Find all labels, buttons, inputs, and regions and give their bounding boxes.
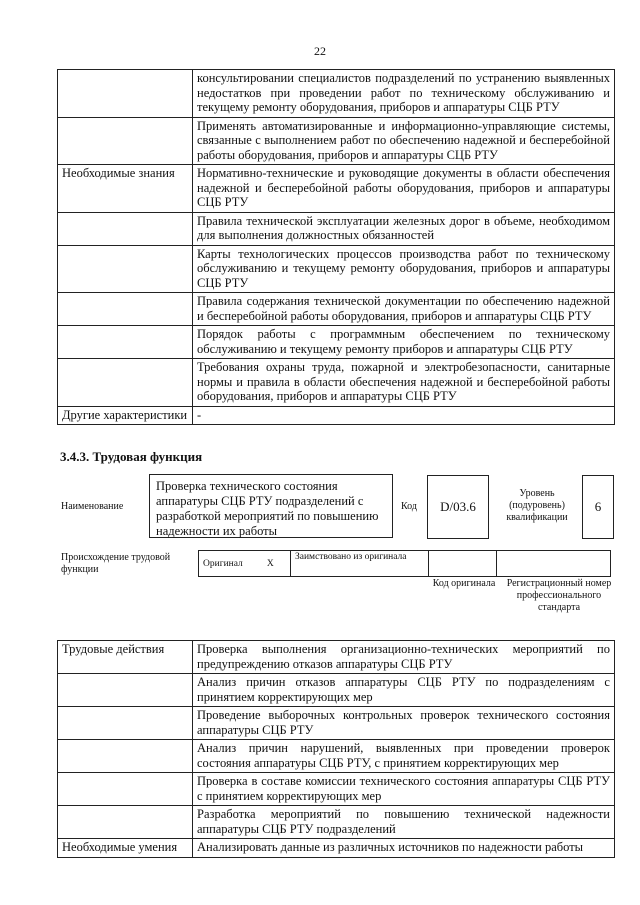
- table-row: [58, 740, 615, 773]
- section-title: 3.4.3. Трудовая функция: [60, 449, 203, 464]
- table-knowledge: [57, 69, 615, 425]
- original-mark: X: [251, 551, 291, 577]
- row-text: -: [193, 406, 615, 425]
- row-text: Анализ причин отказов аппаратуры СЦБ РТУ по подразделениям с принятием корректирующих мер: [193, 674, 615, 707]
- row-label: [58, 245, 193, 293]
- row-text: Порядок работы с программным обеспечением по техническому обслуживанию и текущему ремонту приборов и аппаратуры СЦБ РТУ: [193, 326, 615, 359]
- reg-number-cell: [497, 551, 611, 577]
- table-row: [58, 674, 615, 707]
- table-row: [58, 406, 615, 425]
- table-row: [58, 245, 615, 293]
- row-label: [58, 326, 193, 359]
- row-text: Правила технической эксплуатации железных дорог в объеме, необходимом для выполнения должностных обязанностей: [193, 212, 615, 245]
- table-row: [58, 212, 615, 245]
- original-code-cell: [429, 551, 497, 577]
- table-actions: [57, 640, 615, 858]
- row-label: [58, 117, 193, 165]
- table-row: [58, 165, 615, 213]
- row-text: Правила содержания технической документации по обеспечению надежной и бесперебойной работы оборудования, приборов и аппаратуры СЦБ РТУ: [193, 293, 615, 326]
- function-name-box: Проверка технического состояния аппаратуры СЦБ РТУ подразделений с разработкой мероприятий по повышению надежности их работы: [149, 474, 393, 538]
- original-code-caption: Код оригинала: [432, 578, 496, 589]
- row-label: [58, 674, 193, 707]
- origin-table: [198, 550, 611, 577]
- level-label: Уровень (подуровень) квалификации: [506, 488, 568, 523]
- table-row: [58, 359, 615, 407]
- table-row: [58, 839, 615, 858]
- table-row: [58, 117, 615, 165]
- name-label: Наименование: [61, 501, 124, 512]
- reg-number-caption: Регистрационный номер профессионального стандарта: [506, 578, 612, 613]
- row-text: Нормативно-технические и руководящие документы в области обеспечения надежной и бесперебойной работы оборудования, приборов и аппаратуры СЦБ РТУ: [193, 165, 615, 213]
- row-text: Требования охраны труда, пожарной и электробезопасности, санитарные нормы и правила в области обеспечения надежной и бесперебойной работы оборудования, приборов и аппаратуры СЦБ РТУ: [193, 359, 615, 407]
- row-label: Трудовые действия: [58, 641, 193, 674]
- row-label: Необходимые знания: [58, 165, 193, 213]
- row-text: Проверка в составе комиссии технического состояния аппаратуры СЦБ РТУ с принятием корректирующих мер: [193, 773, 615, 806]
- row-label: Необходимые умения: [58, 839, 193, 858]
- page-number: 22: [314, 44, 326, 58]
- row-text: Анализ причин нарушений, выявленных при проведении проверок состояния аппаратуры СЦБ РТУ, с принятием корректирующих мер: [193, 740, 615, 773]
- original-label: Оригинал: [199, 551, 251, 577]
- table-row: [58, 773, 615, 806]
- table-row: [58, 707, 615, 740]
- row-text: Разработка мероприятий по повышению технической надежности аппаратуры СЦБ РТУ подразделений: [193, 806, 615, 839]
- row-text: Проверка выполнения организационно-технических мероприятий по предупреждению отказов аппаратуры СЦБ РТУ: [193, 641, 615, 674]
- row-text: Карты технологических процессов производства работ по техническому обслуживанию и текущему ремонту оборудования, приборов и аппаратуры СЦБ РТУ: [193, 245, 615, 293]
- row-label: [58, 740, 193, 773]
- row-label: [58, 293, 193, 326]
- origin-label: Происхождение трудовой функции: [61, 552, 171, 575]
- row-text: Применять автоматизированные и информационно-управляющие системы, связанные с выполнением работ по обеспечению надежной и бесперебойной работы оборудования, приборов и аппаратуры СЦБ РТУ: [193, 117, 615, 165]
- row-label: Другие характеристики: [58, 406, 193, 425]
- code-label: Код: [401, 501, 417, 512]
- row-label: [58, 70, 193, 118]
- row-label: [58, 707, 193, 740]
- table-row: [58, 806, 615, 839]
- row-label: [58, 806, 193, 839]
- row-text: Проведение выборочных контрольных проверок технического состояния аппаратуры СЦБ РТУ: [193, 707, 615, 740]
- table-row: [58, 293, 615, 326]
- row-text: Анализировать данные из различных источников по надежности работы: [193, 839, 615, 858]
- row-label: [58, 212, 193, 245]
- code-value-box: D/03.6: [427, 475, 489, 539]
- row-label: [58, 359, 193, 407]
- row-text: консультировании специалистов подразделений по устранению выявленных недостатков при проведении работ по техническому обслуживанию и текущему ремонту оборудования, приборов и аппаратуры СЦБ РТУ: [193, 70, 615, 118]
- table-row: [58, 70, 615, 118]
- table-row: [58, 641, 615, 674]
- borrowed-label: Заимствовано из оригинала: [291, 551, 429, 577]
- table-row: [58, 326, 615, 359]
- level-value-box: 6: [582, 475, 614, 539]
- row-label: [58, 773, 193, 806]
